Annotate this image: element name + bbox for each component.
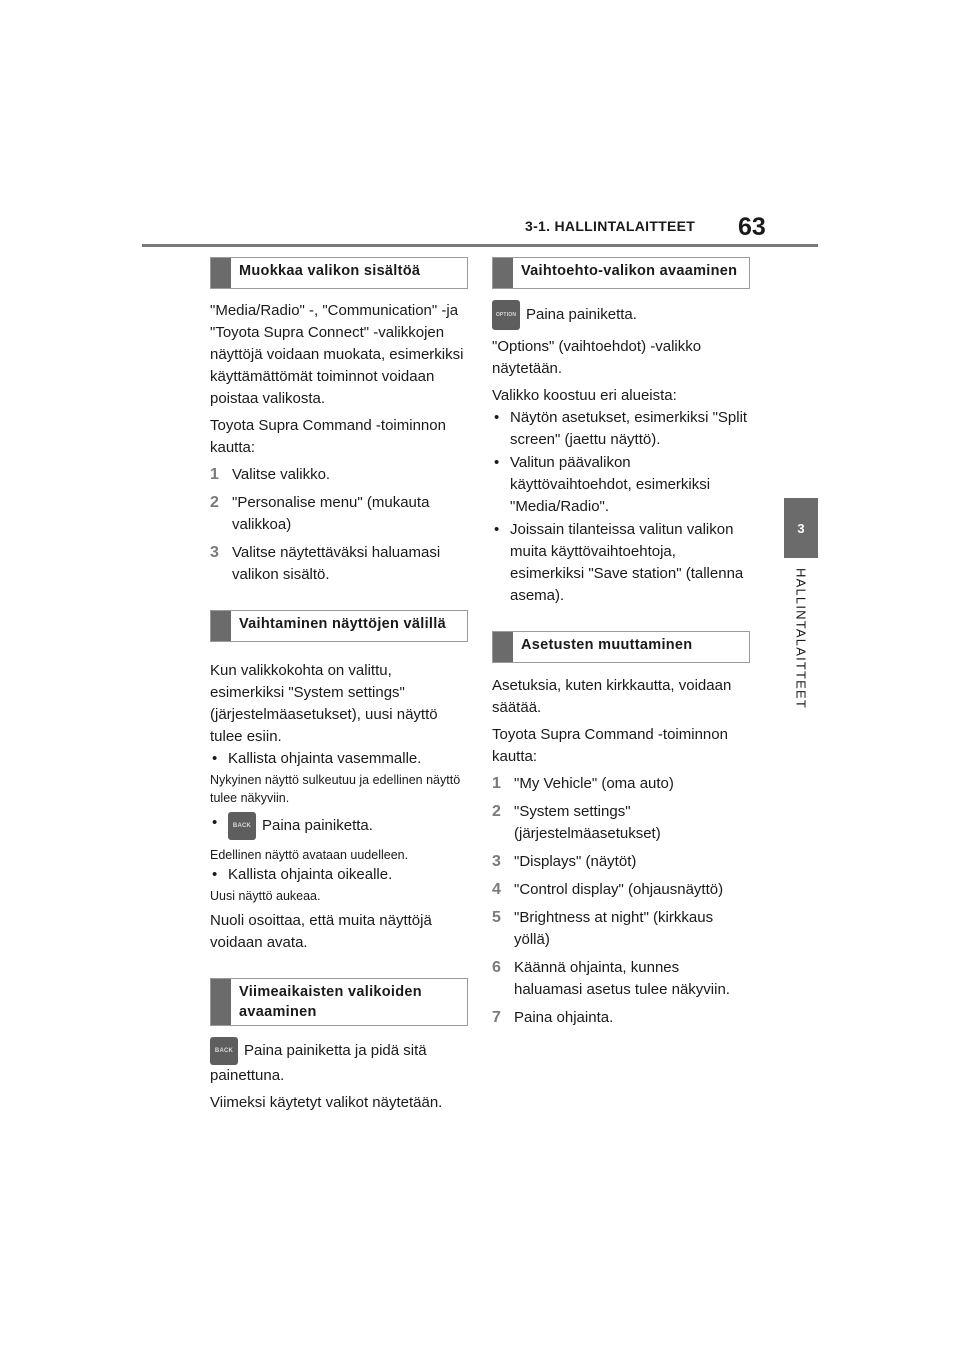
step-number: 2 xyxy=(492,803,501,820)
step-text: Paina ohjainta. xyxy=(514,1009,614,1026)
note: Nykyinen näyttö sulkeutuu ja edellinen näyttö tulee näkyviin. xyxy=(210,773,461,805)
step-text: "Control display" (ohjausnäyttö) xyxy=(514,881,724,898)
paragraph: "Options" (vaihtoehdot) -valikko näytetään. xyxy=(492,338,702,377)
bullet-text: Valitun päävalikon käyttövaihtoehdot, esimerkiksi "Media/Radio". xyxy=(510,454,711,515)
section-title: Asetusten muuttaminen xyxy=(521,637,693,653)
section-marker xyxy=(493,632,513,662)
section-title: Vaihtoehto-valikon avaaminen xyxy=(521,263,738,279)
paragraph: "Media/Radio" -, "Communication" -ja "Toyota Supra Connect" -valikkojen näyttöjä voidaan muokata, esimerkiksi käyttämättömät toiminnot voidaan poistaa valikosta. xyxy=(210,302,464,407)
bullet-item xyxy=(210,748,468,770)
paragraph: Kun valikkokohta on valittu, esimerkiksi "System settings" (järjestelmäasetukset), uusi näyttö tulee esiin. xyxy=(210,662,438,745)
paragraph: Viimeksi käytetyt valikot näytetään. xyxy=(210,1094,443,1111)
paragraph-text: Paina painiketta. xyxy=(526,306,637,323)
bullet-item xyxy=(210,812,468,840)
section-marker xyxy=(211,611,231,641)
bullet-item xyxy=(492,519,750,607)
section-header-box xyxy=(210,257,468,289)
step-item xyxy=(492,879,750,901)
paragraph: Valikko koostuu eri alueista: xyxy=(492,387,677,404)
note: Uusi näyttö aukeaa. xyxy=(210,889,321,903)
step-text: Valitse valikko. xyxy=(232,466,331,483)
back-button-icon: BACK xyxy=(210,1037,238,1065)
chapter-label xyxy=(784,568,818,728)
header-divider xyxy=(142,244,818,247)
section-marker xyxy=(493,258,513,288)
step-number: 2 xyxy=(210,494,219,511)
step-text: Valitse näytettäväksi haluamasi valikon sisältö. xyxy=(232,544,441,583)
bullet-text: Kallista ohjainta vasemmalle. xyxy=(228,750,422,767)
step-text: "Displays" (näytöt) xyxy=(514,853,637,870)
step-number: 3 xyxy=(210,544,219,561)
chapter-number: 3 xyxy=(797,520,805,536)
section-title: Vaihtaminen näyttöjen välillä xyxy=(239,616,446,632)
paragraph: Asetuksia, kuten kirkkautta, voidaan säätää. xyxy=(492,677,732,716)
step-number: 6 xyxy=(492,959,501,976)
right-column xyxy=(492,257,750,1035)
bullet-dot: • xyxy=(212,866,218,883)
bullet-item xyxy=(492,452,750,518)
icon-instruction xyxy=(492,300,750,330)
step-number: 1 xyxy=(210,466,219,483)
step-item xyxy=(492,957,750,1001)
step-item xyxy=(492,851,750,873)
bullet-item xyxy=(210,864,468,886)
section-marker xyxy=(211,258,231,288)
section-header-box xyxy=(492,631,750,663)
step-text: "Brightness at night" (kirkkaus yöllä) xyxy=(514,909,714,948)
step-item xyxy=(210,492,468,536)
step-text: "System settings" (järjestelmäasetukset) xyxy=(514,803,661,842)
step-number: 5 xyxy=(492,909,501,926)
paragraph: Nuoli osoittaa, että muita näyttöjä voidaan avata. xyxy=(210,912,432,951)
step-text: "Personalise menu" (mukauta valikkoa) xyxy=(232,494,430,533)
bullet-dot: • xyxy=(212,750,218,767)
bullet-dot: • xyxy=(494,454,500,471)
bullet-text: Näytön asetukset, esimerkiksi "Split screen" (jaettu näyttö). xyxy=(510,409,748,448)
paragraph: Toyota Supra Command -toiminnon kautta: xyxy=(210,417,446,456)
chapter-tab xyxy=(784,498,818,558)
step-text: Käännä ohjainta, kunnes haluamasi asetus tulee näkyviin. xyxy=(514,959,730,998)
section-title: Muokkaa valikon sisältöä xyxy=(239,263,421,279)
paragraph-text: Paina painiketta ja pidä sitä painettuna. xyxy=(210,1041,427,1084)
bullet-text: Paina painiketta. xyxy=(262,817,373,834)
step-item xyxy=(492,773,750,795)
bullet-dot: • xyxy=(494,521,500,538)
paragraph xyxy=(210,1037,468,1087)
step-text: "My Vehicle" (oma auto) xyxy=(514,775,674,792)
back-button-icon: BACK xyxy=(228,812,256,840)
step-item xyxy=(210,464,468,486)
step-number: 1 xyxy=(492,775,501,792)
step-item xyxy=(492,907,750,951)
note: Edellinen näyttö avataan uudelleen. xyxy=(210,848,409,862)
bullet-dot: • xyxy=(494,409,500,426)
chapter-label-text: HALLINTALAITTEET xyxy=(793,568,809,710)
section-header-box xyxy=(210,610,468,642)
bullet-text: Joissain tilanteissa valitun valikon muita käyttövaihtoehtoja, esimerkiksi "Save station" (tallenna asema). xyxy=(510,521,744,604)
section-marker xyxy=(211,979,231,1025)
paragraph: Toyota Supra Command -toiminnon kautta: xyxy=(492,726,728,765)
option-button-icon: OPTION xyxy=(492,300,520,330)
step-item xyxy=(492,801,750,845)
section-header: 3-1. HALLINTALAITTEET xyxy=(525,218,696,234)
step-number: 3 xyxy=(492,853,501,870)
step-item xyxy=(210,542,468,586)
step-number: 7 xyxy=(492,1009,501,1026)
section-title: Viimeaikaisten valikoiden avaaminen xyxy=(239,984,422,1020)
section-header-box xyxy=(210,978,468,1026)
bullet-item xyxy=(492,407,750,451)
step-number: 4 xyxy=(492,881,501,898)
bullet-text: Kallista ohjainta oikealle. xyxy=(228,866,393,883)
step-item xyxy=(492,1007,750,1029)
page-number: 63 xyxy=(738,213,766,241)
section-header-box xyxy=(492,257,750,289)
left-column xyxy=(210,257,468,1119)
bullet-dot: • xyxy=(212,814,218,831)
